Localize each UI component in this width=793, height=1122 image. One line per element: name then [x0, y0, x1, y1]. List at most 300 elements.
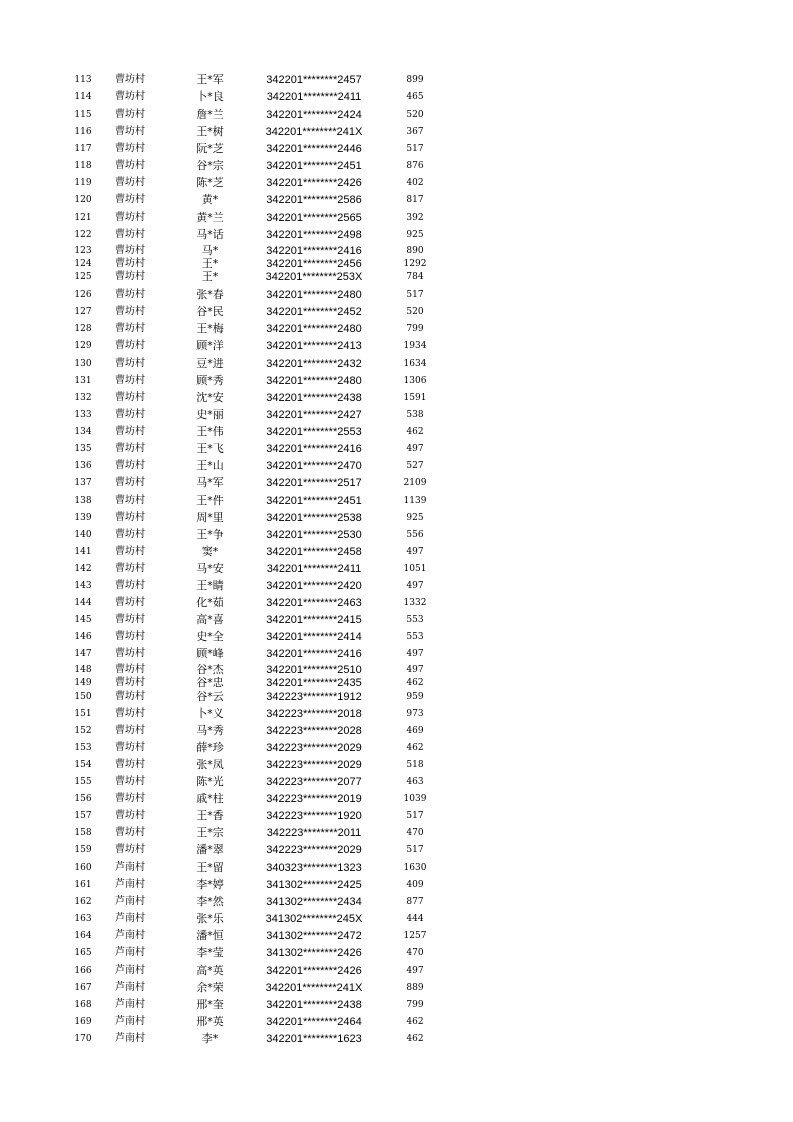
- row-number: 168: [74, 1000, 92, 1010]
- table-row: [0, 425, 793, 439]
- village-cell: 曹坊村: [115, 323, 145, 334]
- village-cell: 曹坊村: [115, 759, 145, 770]
- row-number: 131: [74, 376, 92, 386]
- row-number: 156: [74, 794, 92, 804]
- id-number-cell: 342201********2464: [266, 1016, 362, 1028]
- id-number-cell: 342201********2420: [266, 580, 362, 592]
- row-number: 124: [74, 259, 92, 269]
- row-number: 162: [74, 897, 92, 907]
- name-cell: 化*茹: [196, 596, 224, 609]
- id-number-cell: 342201********2411: [266, 563, 362, 575]
- id-number-cell: 342201********2498: [266, 229, 362, 241]
- table-row: [0, 707, 793, 721]
- id-number-cell: 342223********2029: [266, 759, 362, 771]
- table-row: [0, 724, 793, 738]
- table-row: [0, 981, 793, 995]
- row-number: 159: [74, 845, 92, 855]
- amount-cell: 497: [406, 547, 424, 557]
- name-cell: 王*树: [196, 125, 224, 138]
- amount-cell: 799: [406, 324, 424, 334]
- village-cell: 曹坊村: [115, 776, 145, 787]
- table-row: [0, 459, 793, 473]
- village-cell: 曹坊村: [115, 495, 145, 506]
- id-number-cell: 342201********2565: [266, 212, 362, 224]
- village-cell: 芦南村: [115, 862, 145, 873]
- amount-cell: 890: [406, 246, 424, 256]
- village-cell: 曹坊村: [115, 392, 145, 403]
- table-row: [0, 288, 793, 302]
- amount-cell: 1257: [403, 931, 427, 941]
- name-cell: 王*香: [196, 809, 224, 822]
- id-number-cell: 342201********2457: [266, 74, 362, 86]
- table-row: [0, 511, 793, 525]
- id-number-cell: 342201********2480: [266, 289, 362, 301]
- id-number-cell: 342201********2480: [266, 323, 362, 335]
- amount-cell: 1039: [403, 794, 427, 804]
- village-cell: 曹坊村: [115, 245, 145, 256]
- row-number: 158: [74, 828, 92, 838]
- village-cell: 曹坊村: [115, 443, 145, 454]
- name-cell: 王*飞: [196, 442, 224, 455]
- name-cell: 马*: [201, 244, 219, 257]
- id-number-cell: 342201********2538: [266, 512, 362, 524]
- id-number-cell: 342223********1920: [266, 810, 362, 822]
- name-cell: 邢*奎: [196, 998, 224, 1011]
- amount-cell: 1630: [403, 863, 427, 873]
- name-cell: 陈*光: [196, 775, 224, 788]
- name-cell: 张*春: [196, 288, 224, 301]
- id-number-cell: 342201********2470: [266, 460, 362, 472]
- table-row: [0, 257, 793, 271]
- row-number: 142: [74, 564, 92, 574]
- amount-cell: 527: [406, 461, 424, 471]
- table-row: [0, 494, 793, 508]
- row-number: 148: [74, 665, 92, 675]
- name-cell: 王*留: [196, 861, 224, 874]
- table-row: [0, 929, 793, 943]
- table-row: [0, 476, 793, 490]
- name-cell: 黄*: [201, 193, 219, 206]
- amount-cell: 463: [406, 777, 424, 787]
- id-number-cell: 342223********1912: [266, 691, 362, 703]
- name-cell: 周*里: [196, 511, 224, 524]
- table-row: [0, 630, 793, 644]
- row-number: 139: [74, 513, 92, 523]
- amount-cell: 520: [406, 307, 424, 317]
- row-number: 113: [74, 75, 92, 85]
- amount-cell: 1591: [403, 393, 427, 403]
- village-cell: 曹坊村: [115, 563, 145, 574]
- name-cell: 史*丽: [196, 408, 224, 421]
- amount-cell: 799: [406, 1000, 424, 1010]
- row-number: 132: [74, 393, 92, 403]
- row-number: 166: [74, 966, 92, 976]
- id-number-cell: 342201********2435: [266, 677, 362, 689]
- village-cell: 曹坊村: [115, 177, 145, 188]
- id-number-cell: 340323********1323: [266, 862, 362, 874]
- table-row: [0, 270, 793, 284]
- table-row: [0, 442, 793, 456]
- table-row: [0, 73, 793, 87]
- row-number: 151: [74, 709, 92, 719]
- amount-cell: 517: [406, 845, 424, 855]
- village-cell: 曹坊村: [115, 409, 145, 420]
- row-number: 134: [74, 427, 92, 437]
- id-number-cell: 342201********2458: [266, 546, 362, 558]
- amount-cell: 817: [406, 195, 424, 205]
- name-cell: 史*全: [196, 630, 224, 643]
- table-row: [0, 895, 793, 909]
- id-number-cell: 341302********2425: [266, 879, 362, 891]
- row-number: 116: [74, 127, 92, 137]
- name-cell: 马*话: [196, 228, 224, 241]
- id-number-cell: 342201********2480: [266, 375, 362, 387]
- name-cell: 王*: [201, 257, 219, 270]
- village-cell: 曹坊村: [115, 648, 145, 659]
- row-number: 143: [74, 581, 92, 591]
- amount-cell: 1332: [403, 598, 427, 608]
- name-cell: 谷*云: [196, 690, 224, 703]
- village-cell: 曹坊村: [115, 126, 145, 137]
- amount-cell: 462: [406, 743, 424, 753]
- table-row: [0, 663, 793, 677]
- table-row: [0, 211, 793, 225]
- id-number-cell: 342201********2586: [266, 194, 362, 206]
- amount-cell: 556: [406, 530, 424, 540]
- name-cell: 李*: [201, 1032, 219, 1045]
- amount-cell: 462: [406, 1034, 424, 1044]
- id-number-cell: 342201********2451: [266, 160, 362, 172]
- id-number-cell: 342201********2452: [266, 306, 362, 318]
- row-number: 164: [74, 931, 92, 941]
- village-cell: 曹坊村: [115, 426, 145, 437]
- table-row: [0, 244, 793, 258]
- amount-cell: 462: [406, 1017, 424, 1027]
- table-row: [0, 159, 793, 173]
- row-number: 147: [74, 649, 92, 659]
- name-cell: 李*莹: [196, 946, 224, 959]
- amount-cell: 784: [406, 272, 424, 282]
- amount-cell: 2109: [403, 478, 427, 488]
- row-number: 146: [74, 632, 92, 642]
- village-cell: 曹坊村: [115, 358, 145, 369]
- name-cell: 沈*安: [196, 391, 224, 404]
- name-cell: 王*争: [196, 528, 224, 541]
- village-cell: 曹坊村: [115, 597, 145, 608]
- amount-cell: 497: [406, 966, 424, 976]
- village-cell: 曹坊村: [115, 143, 145, 154]
- id-number-cell: 342201********241X: [265, 126, 363, 138]
- row-number: 118: [74, 161, 92, 171]
- name-cell: 谷*宗: [196, 159, 224, 172]
- row-number: 152: [74, 726, 92, 736]
- row-number: 127: [74, 307, 92, 317]
- village-cell: 曹坊村: [115, 827, 145, 838]
- row-number: 136: [74, 461, 92, 471]
- id-number-cell: 342201********1623: [266, 1033, 362, 1045]
- village-cell: 曹坊村: [115, 614, 145, 625]
- table-row: [0, 596, 793, 610]
- id-number-cell: 342201********2438: [266, 392, 362, 404]
- amount-cell: 462: [406, 678, 424, 688]
- village-cell: 曹坊村: [115, 375, 145, 386]
- village-cell: 曹坊村: [115, 229, 145, 240]
- row-number: 140: [74, 530, 92, 540]
- village-cell: 曹坊村: [115, 742, 145, 753]
- amount-cell: 444: [406, 914, 424, 924]
- name-cell: 马*军: [196, 476, 224, 489]
- id-number-cell: 342201********2413: [266, 340, 362, 352]
- village-cell: 曹坊村: [115, 306, 145, 317]
- name-cell: 王*宗: [196, 826, 224, 839]
- village-cell: 曹坊村: [115, 725, 145, 736]
- id-number-cell: 342201********2456: [266, 258, 362, 270]
- name-cell: 马*秀: [196, 724, 224, 737]
- row-number: 135: [74, 444, 92, 454]
- id-number-cell: 342201********2414: [266, 631, 362, 643]
- table-row: [0, 228, 793, 242]
- row-number: 129: [74, 341, 92, 351]
- row-number: 122: [74, 230, 92, 240]
- name-cell: 潘*翠: [196, 843, 224, 856]
- village-cell: 曹坊村: [115, 529, 145, 540]
- village-cell: 曹坊村: [115, 212, 145, 223]
- name-cell: 顾*洋: [196, 339, 224, 352]
- row-number: 121: [74, 213, 92, 223]
- table-row: [0, 193, 793, 207]
- row-number: 141: [74, 547, 92, 557]
- row-number: 157: [74, 811, 92, 821]
- village-cell: 曹坊村: [115, 793, 145, 804]
- table-row: [0, 861, 793, 875]
- village-cell: 芦南村: [115, 947, 145, 958]
- amount-cell: 517: [406, 290, 424, 300]
- id-number-cell: 342201********2416: [266, 245, 362, 257]
- amount-cell: 469: [406, 726, 424, 736]
- name-cell: 谷*民: [196, 305, 224, 318]
- village-cell: 曹坊村: [115, 477, 145, 488]
- village-cell: 曹坊村: [115, 160, 145, 171]
- row-number: 138: [74, 496, 92, 506]
- id-number-cell: 341302********2426: [266, 947, 362, 959]
- amount-cell: 465: [406, 92, 424, 102]
- row-number: 153: [74, 743, 92, 753]
- village-cell: 芦南村: [115, 1016, 145, 1027]
- id-number-cell: 342201********2416: [266, 443, 362, 455]
- village-cell: 曹坊村: [115, 74, 145, 85]
- row-number: 120: [74, 195, 92, 205]
- id-number-cell: 341302********245X: [265, 913, 363, 925]
- row-number: 161: [74, 880, 92, 890]
- row-number: 150: [74, 692, 92, 702]
- table-row: [0, 843, 793, 857]
- name-cell: 张*乐: [196, 912, 224, 925]
- row-number: 170: [74, 1034, 92, 1044]
- row-number: 114: [74, 92, 92, 102]
- id-number-cell: 342223********2011: [266, 827, 362, 839]
- id-number-cell: 342201********253X: [265, 271, 363, 283]
- id-number-cell: 342201********2530: [266, 529, 362, 541]
- amount-cell: 392: [406, 213, 424, 223]
- village-cell: 曹坊村: [115, 460, 145, 471]
- name-cell: 张*凤: [196, 758, 224, 771]
- amount-cell: 497: [406, 444, 424, 454]
- name-cell: 顾*秀: [196, 374, 224, 387]
- table-row: [0, 305, 793, 319]
- name-cell: 黄*兰: [196, 211, 224, 224]
- id-number-cell: 342201********2427: [266, 409, 362, 421]
- name-cell: 薛*珍: [196, 741, 224, 754]
- amount-cell: 1934: [403, 341, 427, 351]
- table-row: [0, 758, 793, 772]
- id-number-cell: 342223********2029: [266, 844, 362, 856]
- name-cell: 詹*兰: [196, 108, 224, 121]
- amount-cell: 538: [406, 410, 424, 420]
- name-cell: 阮*芝: [196, 142, 224, 155]
- village-cell: 芦南村: [115, 999, 145, 1010]
- id-number-cell: 342223********2028: [266, 725, 362, 737]
- row-number: 155: [74, 777, 92, 787]
- village-cell: 曹坊村: [115, 580, 145, 591]
- table-row: [0, 809, 793, 823]
- table-row: [0, 125, 793, 139]
- name-cell: 王*军: [196, 73, 224, 86]
- id-number-cell: 342201********2446: [266, 143, 362, 155]
- name-cell: 卜*良: [196, 90, 224, 103]
- table-row: [0, 391, 793, 405]
- row-number: 128: [74, 324, 92, 334]
- table-row: [0, 676, 793, 690]
- table-row: [0, 579, 793, 593]
- amount-cell: 520: [406, 110, 424, 120]
- village-cell: 芦南村: [115, 930, 145, 941]
- name-cell: 谷*忠: [196, 676, 224, 689]
- table-row: [0, 90, 793, 104]
- amount-cell: 553: [406, 632, 424, 642]
- amount-cell: 462: [406, 427, 424, 437]
- table-row: [0, 528, 793, 542]
- table-row: [0, 613, 793, 627]
- village-cell: 芦南村: [115, 1033, 145, 1044]
- row-number: 160: [74, 863, 92, 873]
- id-number-cell: 342201********2411: [266, 91, 362, 103]
- amount-cell: 497: [406, 581, 424, 591]
- amount-cell: 959: [406, 692, 424, 702]
- table-row: [0, 339, 793, 353]
- id-number-cell: 342201********2451: [266, 495, 362, 507]
- table-row: [0, 792, 793, 806]
- row-number: 137: [74, 478, 92, 488]
- table-row: [0, 374, 793, 388]
- id-number-cell: 342201********2463: [266, 597, 362, 609]
- village-cell: 曹坊村: [115, 289, 145, 300]
- village-cell: 芦南村: [115, 896, 145, 907]
- village-cell: 曹坊村: [115, 810, 145, 821]
- id-number-cell: 342201********2424: [266, 109, 362, 121]
- id-number-cell: 342201********2432: [266, 358, 362, 370]
- row-number: 117: [74, 144, 92, 154]
- village-cell: 曹坊村: [115, 708, 145, 719]
- row-number: 133: [74, 410, 92, 420]
- row-number: 126: [74, 290, 92, 300]
- table-row: [0, 357, 793, 371]
- name-cell: 王*睛: [196, 579, 224, 592]
- amount-cell: 409: [406, 880, 424, 890]
- amount-cell: 517: [406, 144, 424, 154]
- village-cell: 芦南村: [115, 965, 145, 976]
- name-cell: 潘*恒: [196, 929, 224, 942]
- name-cell: 王*: [201, 270, 219, 283]
- village-cell: 芦南村: [115, 879, 145, 890]
- amount-cell: 367: [406, 127, 424, 137]
- row-number: 123: [74, 246, 92, 256]
- table-row: [0, 562, 793, 576]
- id-number-cell: 342223********2077: [266, 776, 362, 788]
- table-row: [0, 690, 793, 704]
- id-number-cell: 342223********2029: [266, 742, 362, 754]
- id-number-cell: 342201********2438: [266, 999, 362, 1011]
- amount-cell: 553: [406, 615, 424, 625]
- name-cell: 陈*芝: [196, 176, 224, 189]
- village-cell: 曹坊村: [115, 91, 145, 102]
- row-number: 145: [74, 615, 92, 625]
- village-cell: 曹坊村: [115, 194, 145, 205]
- table-row: [0, 826, 793, 840]
- id-number-cell: 341302********2434: [266, 896, 362, 908]
- name-cell: 王*梅: [196, 322, 224, 335]
- village-cell: 曹坊村: [115, 258, 145, 269]
- table-row: [0, 912, 793, 926]
- village-cell: 曹坊村: [115, 631, 145, 642]
- table-row: [0, 998, 793, 1012]
- table-row: [0, 545, 793, 559]
- table-row: [0, 408, 793, 422]
- village-cell: 曹坊村: [115, 546, 145, 557]
- amount-cell: 889: [406, 983, 424, 993]
- name-cell: 余*荣: [196, 981, 224, 994]
- table-row: [0, 322, 793, 336]
- amount-cell: 1139: [403, 496, 427, 506]
- name-cell: 邢*英: [196, 1015, 224, 1028]
- amount-cell: 1306: [403, 376, 427, 386]
- id-number-cell: 342201********2510: [266, 664, 362, 676]
- name-cell: 卜*义: [196, 707, 224, 720]
- name-cell: 王*件: [196, 494, 224, 507]
- id-number-cell: 342201********2553: [266, 426, 362, 438]
- name-cell: 顾*峰: [196, 647, 224, 660]
- table-row: [0, 878, 793, 892]
- amount-cell: 973: [406, 709, 424, 719]
- row-number: 165: [74, 948, 92, 958]
- amount-cell: 470: [406, 828, 424, 838]
- amount-cell: 402: [406, 178, 424, 188]
- village-cell: 曹坊村: [115, 677, 145, 688]
- village-cell: 曹坊村: [115, 844, 145, 855]
- table-row: [0, 647, 793, 661]
- village-cell: 曹坊村: [115, 664, 145, 675]
- name-cell: 马*安: [196, 562, 224, 575]
- village-cell: 曹坊村: [115, 109, 145, 120]
- amount-cell: 899: [406, 75, 424, 85]
- name-cell: 高*喜: [196, 613, 224, 626]
- row-number: 115: [74, 110, 92, 120]
- name-cell: 王*山: [196, 459, 224, 472]
- amount-cell: 925: [406, 513, 424, 523]
- id-number-cell: 342201********2416: [266, 648, 362, 660]
- village-cell: 曹坊村: [115, 271, 145, 282]
- id-number-cell: 342223********2019: [266, 793, 362, 805]
- amount-cell: 925: [406, 230, 424, 240]
